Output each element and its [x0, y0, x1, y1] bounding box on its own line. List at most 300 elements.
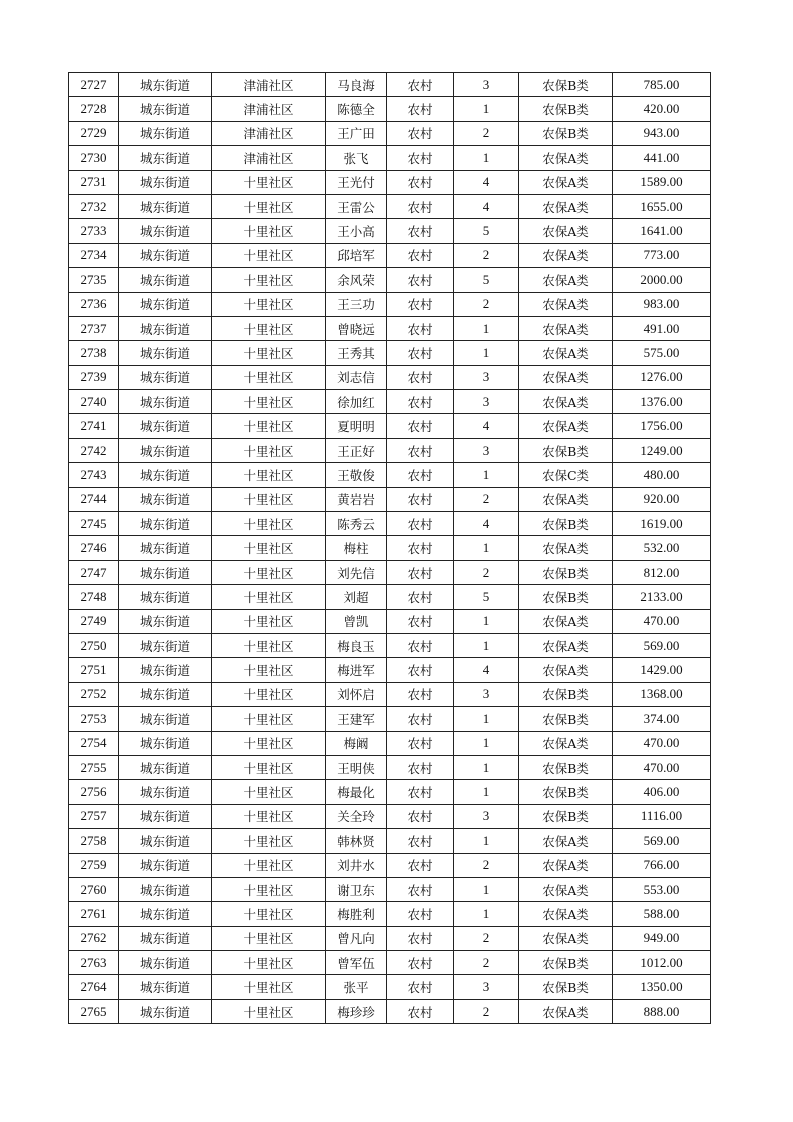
table-row: [69, 268, 711, 292]
amount-cell: 470.00: [613, 609, 711, 633]
serial-number-cell: 2732: [69, 194, 119, 218]
serial-number-cell: 2765: [69, 999, 119, 1023]
name-cell: 王敬俊: [326, 463, 387, 487]
street-cell: 城东街道: [119, 463, 212, 487]
table-row: [69, 731, 711, 755]
insurance-category-cell: 农保B类: [519, 951, 613, 975]
table-row: [69, 97, 711, 121]
table-row: [69, 438, 711, 462]
family-size-cell: 3: [454, 682, 519, 706]
street-cell: 城东街道: [119, 121, 212, 145]
table-row: [69, 536, 711, 560]
insurance-category-cell: 农保A类: [519, 487, 613, 511]
family-size-cell: 5: [454, 268, 519, 292]
table-row: [69, 341, 711, 365]
community-cell: 十里社区: [212, 219, 326, 243]
amount-cell: 470.00: [613, 731, 711, 755]
community-cell: 十里社区: [212, 609, 326, 633]
insurance-category-cell: 农保B类: [519, 560, 613, 584]
community-cell: 十里社区: [212, 536, 326, 560]
household-type-cell: 农村: [387, 902, 454, 926]
household-type-cell: 农村: [387, 121, 454, 145]
insurance-category-cell: 农保A类: [519, 390, 613, 414]
community-cell: 十里社区: [212, 243, 326, 267]
subsidy-table: [68, 72, 711, 1024]
amount-cell: 406.00: [613, 780, 711, 804]
name-cell: 刘志信: [326, 365, 387, 389]
household-type-cell: 农村: [387, 926, 454, 950]
family-size-cell: 3: [454, 73, 519, 97]
community-cell: 十里社区: [212, 341, 326, 365]
name-cell: 刘超: [326, 585, 387, 609]
amount-cell: 1350.00: [613, 975, 711, 999]
name-cell: 曾晓远: [326, 316, 387, 340]
insurance-category-cell: 农保A类: [519, 268, 613, 292]
serial-number-cell: 2752: [69, 682, 119, 706]
table-row: [69, 633, 711, 657]
serial-number-cell: 2763: [69, 951, 119, 975]
family-size-cell: 2: [454, 926, 519, 950]
serial-number-cell: 2733: [69, 219, 119, 243]
household-type-cell: 农村: [387, 755, 454, 779]
name-cell: 王雷公: [326, 194, 387, 218]
street-cell: 城东街道: [119, 268, 212, 292]
street-cell: 城东街道: [119, 341, 212, 365]
household-type-cell: 农村: [387, 853, 454, 877]
family-size-cell: 1: [454, 902, 519, 926]
serial-number-cell: 2739: [69, 365, 119, 389]
amount-cell: 983.00: [613, 292, 711, 316]
insurance-category-cell: 农保A类: [519, 902, 613, 926]
insurance-category-cell: 农保B类: [519, 755, 613, 779]
table-row: [69, 609, 711, 633]
household-type-cell: 农村: [387, 219, 454, 243]
name-cell: 韩林贤: [326, 829, 387, 853]
amount-cell: 1756.00: [613, 414, 711, 438]
insurance-category-cell: 农保B类: [519, 438, 613, 462]
family-size-cell: 2: [454, 999, 519, 1023]
household-type-cell: 农村: [387, 73, 454, 97]
household-type-cell: 农村: [387, 609, 454, 633]
street-cell: 城东街道: [119, 609, 212, 633]
insurance-category-cell: 农保B类: [519, 707, 613, 731]
community-cell: 十里社区: [212, 707, 326, 731]
household-type-cell: 农村: [387, 975, 454, 999]
community-cell: 十里社区: [212, 999, 326, 1023]
community-cell: 十里社区: [212, 170, 326, 194]
serial-number-cell: 2734: [69, 243, 119, 267]
community-cell: 十里社区: [212, 951, 326, 975]
name-cell: 马良海: [326, 73, 387, 97]
street-cell: 城东街道: [119, 243, 212, 267]
community-cell: 十里社区: [212, 731, 326, 755]
street-cell: 城东街道: [119, 146, 212, 170]
serial-number-cell: 2748: [69, 585, 119, 609]
household-type-cell: 农村: [387, 682, 454, 706]
community-cell: 十里社区: [212, 658, 326, 682]
family-size-cell: 2: [454, 292, 519, 316]
street-cell: 城东街道: [119, 877, 212, 901]
household-type-cell: 农村: [387, 243, 454, 267]
household-type-cell: 农村: [387, 731, 454, 755]
family-size-cell: 3: [454, 390, 519, 414]
amount-cell: 569.00: [613, 829, 711, 853]
community-cell: 十里社区: [212, 316, 326, 340]
table-row: [69, 414, 711, 438]
table-row: [69, 73, 711, 97]
family-size-cell: 2: [454, 560, 519, 584]
amount-cell: 1276.00: [613, 365, 711, 389]
insurance-category-cell: 农保B类: [519, 121, 613, 145]
table-row: [69, 829, 711, 853]
table-row: [69, 292, 711, 316]
serial-number-cell: 2736: [69, 292, 119, 316]
community-cell: 十里社区: [212, 438, 326, 462]
family-size-cell: 1: [454, 755, 519, 779]
table-row: [69, 682, 711, 706]
name-cell: 梅阚: [326, 731, 387, 755]
name-cell: 黄岩岩: [326, 487, 387, 511]
name-cell: 刘怀启: [326, 682, 387, 706]
serial-number-cell: 2753: [69, 707, 119, 731]
table-row: [69, 658, 711, 682]
amount-cell: 1429.00: [613, 658, 711, 682]
street-cell: 城东街道: [119, 951, 212, 975]
street-cell: 城东街道: [119, 97, 212, 121]
name-cell: 刘先信: [326, 560, 387, 584]
name-cell: 夏明明: [326, 414, 387, 438]
family-size-cell: 4: [454, 512, 519, 536]
serial-number-cell: 2759: [69, 853, 119, 877]
household-type-cell: 农村: [387, 390, 454, 414]
street-cell: 城东街道: [119, 194, 212, 218]
household-type-cell: 农村: [387, 707, 454, 731]
serial-number-cell: 2754: [69, 731, 119, 755]
household-type-cell: 农村: [387, 414, 454, 438]
insurance-category-cell: 农保A类: [519, 609, 613, 633]
table-row: [69, 463, 711, 487]
amount-cell: 491.00: [613, 316, 711, 340]
household-type-cell: 农村: [387, 438, 454, 462]
community-cell: 十里社区: [212, 194, 326, 218]
community-cell: 十里社区: [212, 853, 326, 877]
family-size-cell: 2: [454, 951, 519, 975]
family-size-cell: 1: [454, 97, 519, 121]
family-size-cell: 4: [454, 194, 519, 218]
community-cell: 津浦社区: [212, 146, 326, 170]
street-cell: 城东街道: [119, 658, 212, 682]
street-cell: 城东街道: [119, 536, 212, 560]
serial-number-cell: 2750: [69, 633, 119, 657]
family-size-cell: 4: [454, 658, 519, 682]
family-size-cell: 2: [454, 487, 519, 511]
serial-number-cell: 2741: [69, 414, 119, 438]
community-cell: 十里社区: [212, 926, 326, 950]
family-size-cell: 1: [454, 316, 519, 340]
family-size-cell: 1: [454, 341, 519, 365]
community-cell: 十里社区: [212, 633, 326, 657]
family-size-cell: 5: [454, 219, 519, 243]
insurance-category-cell: 农保A类: [519, 316, 613, 340]
insurance-category-cell: 农保B类: [519, 73, 613, 97]
amount-cell: 1249.00: [613, 438, 711, 462]
table-row: [69, 926, 711, 950]
amount-cell: 1012.00: [613, 951, 711, 975]
household-type-cell: 农村: [387, 463, 454, 487]
household-type-cell: 农村: [387, 292, 454, 316]
name-cell: 梅胜利: [326, 902, 387, 926]
name-cell: 余风荣: [326, 268, 387, 292]
family-size-cell: 1: [454, 731, 519, 755]
amount-cell: 553.00: [613, 877, 711, 901]
insurance-category-cell: 农保C类: [519, 463, 613, 487]
community-cell: 十里社区: [212, 292, 326, 316]
household-type-cell: 农村: [387, 560, 454, 584]
street-cell: 城东街道: [119, 926, 212, 950]
amount-cell: 2133.00: [613, 585, 711, 609]
insurance-category-cell: 农保B类: [519, 97, 613, 121]
amount-cell: 441.00: [613, 146, 711, 170]
serial-number-cell: 2749: [69, 609, 119, 633]
household-type-cell: 农村: [387, 536, 454, 560]
street-cell: 城东街道: [119, 390, 212, 414]
family-size-cell: 2: [454, 121, 519, 145]
amount-cell: 480.00: [613, 463, 711, 487]
street-cell: 城东街道: [119, 975, 212, 999]
amount-cell: 470.00: [613, 755, 711, 779]
street-cell: 城东街道: [119, 853, 212, 877]
table-body: [69, 73, 711, 1024]
serial-number-cell: 2730: [69, 146, 119, 170]
insurance-category-cell: 农保A类: [519, 999, 613, 1023]
street-cell: 城东街道: [119, 414, 212, 438]
serial-number-cell: 2729: [69, 121, 119, 145]
name-cell: 刘井水: [326, 853, 387, 877]
community-cell: 十里社区: [212, 804, 326, 828]
name-cell: 陈德全: [326, 97, 387, 121]
amount-cell: 575.00: [613, 341, 711, 365]
table-row: [69, 853, 711, 877]
name-cell: 梅进军: [326, 658, 387, 682]
table-row: [69, 121, 711, 145]
name-cell: 梅最化: [326, 780, 387, 804]
table-row: [69, 585, 711, 609]
household-type-cell: 农村: [387, 268, 454, 292]
family-size-cell: 5: [454, 585, 519, 609]
name-cell: 徐加红: [326, 390, 387, 414]
family-size-cell: 3: [454, 975, 519, 999]
community-cell: 十里社区: [212, 829, 326, 853]
name-cell: 梅珍珍: [326, 999, 387, 1023]
family-size-cell: 3: [454, 438, 519, 462]
household-type-cell: 农村: [387, 487, 454, 511]
serial-number-cell: 2737: [69, 316, 119, 340]
insurance-category-cell: 农保A类: [519, 146, 613, 170]
table-row: [69, 951, 711, 975]
serial-number-cell: 2755: [69, 755, 119, 779]
table-row: [69, 975, 711, 999]
insurance-category-cell: 农保B类: [519, 682, 613, 706]
insurance-category-cell: 农保A类: [519, 633, 613, 657]
amount-cell: 949.00: [613, 926, 711, 950]
serial-number-cell: 2728: [69, 97, 119, 121]
name-cell: 王三功: [326, 292, 387, 316]
community-cell: 十里社区: [212, 268, 326, 292]
household-type-cell: 农村: [387, 585, 454, 609]
street-cell: 城东街道: [119, 316, 212, 340]
amount-cell: 2000.00: [613, 268, 711, 292]
name-cell: 曾凡向: [326, 926, 387, 950]
community-cell: 十里社区: [212, 975, 326, 999]
table-row: [69, 512, 711, 536]
street-cell: 城东街道: [119, 755, 212, 779]
family-size-cell: 1: [454, 609, 519, 633]
table-row: [69, 902, 711, 926]
family-size-cell: 3: [454, 804, 519, 828]
family-size-cell: 4: [454, 414, 519, 438]
insurance-category-cell: 农保A类: [519, 877, 613, 901]
amount-cell: 532.00: [613, 536, 711, 560]
serial-number-cell: 2747: [69, 560, 119, 584]
community-cell: 十里社区: [212, 365, 326, 389]
insurance-category-cell: 农保A类: [519, 829, 613, 853]
community-cell: 十里社区: [212, 463, 326, 487]
street-cell: 城东街道: [119, 829, 212, 853]
community-cell: 十里社区: [212, 780, 326, 804]
insurance-category-cell: 农保A类: [519, 926, 613, 950]
amount-cell: 1655.00: [613, 194, 711, 218]
amount-cell: 1368.00: [613, 682, 711, 706]
name-cell: 曾军伍: [326, 951, 387, 975]
street-cell: 城东街道: [119, 512, 212, 536]
table-row: [69, 877, 711, 901]
insurance-category-cell: 农保A类: [519, 658, 613, 682]
table-row: [69, 390, 711, 414]
street-cell: 城东街道: [119, 438, 212, 462]
insurance-category-cell: 农保A类: [519, 243, 613, 267]
name-cell: 邱培军: [326, 243, 387, 267]
street-cell: 城东街道: [119, 682, 212, 706]
community-cell: 十里社区: [212, 390, 326, 414]
insurance-category-cell: 农保B类: [519, 804, 613, 828]
serial-number-cell: 2760: [69, 877, 119, 901]
serial-number-cell: 2731: [69, 170, 119, 194]
insurance-category-cell: 农保A类: [519, 219, 613, 243]
serial-number-cell: 2764: [69, 975, 119, 999]
insurance-category-cell: 农保A类: [519, 414, 613, 438]
household-type-cell: 农村: [387, 829, 454, 853]
household-type-cell: 农村: [387, 170, 454, 194]
serial-number-cell: 2757: [69, 804, 119, 828]
serial-number-cell: 2761: [69, 902, 119, 926]
amount-cell: 785.00: [613, 73, 711, 97]
family-size-cell: 1: [454, 463, 519, 487]
name-cell: 王正好: [326, 438, 387, 462]
household-type-cell: 农村: [387, 97, 454, 121]
table-row: [69, 804, 711, 828]
family-size-cell: 1: [454, 146, 519, 170]
table-row: [69, 194, 711, 218]
amount-cell: 1641.00: [613, 219, 711, 243]
table-row: [69, 560, 711, 584]
family-size-cell: 2: [454, 853, 519, 877]
amount-cell: 1619.00: [613, 512, 711, 536]
name-cell: 张飞: [326, 146, 387, 170]
name-cell: 王广田: [326, 121, 387, 145]
serial-number-cell: 2727: [69, 73, 119, 97]
table-row: [69, 999, 711, 1023]
street-cell: 城东街道: [119, 999, 212, 1023]
community-cell: 十里社区: [212, 585, 326, 609]
street-cell: 城东街道: [119, 902, 212, 926]
amount-cell: 420.00: [613, 97, 711, 121]
street-cell: 城东街道: [119, 804, 212, 828]
insurance-category-cell: 农保A类: [519, 365, 613, 389]
family-size-cell: 4: [454, 170, 519, 194]
name-cell: 梅柱: [326, 536, 387, 560]
table-row: [69, 780, 711, 804]
table-row: [69, 219, 711, 243]
insurance-category-cell: 农保A类: [519, 194, 613, 218]
household-type-cell: 农村: [387, 633, 454, 657]
insurance-category-cell: 农保A类: [519, 731, 613, 755]
household-type-cell: 农村: [387, 999, 454, 1023]
household-type-cell: 农村: [387, 877, 454, 901]
community-cell: 津浦社区: [212, 121, 326, 145]
insurance-category-cell: 农保B类: [519, 512, 613, 536]
name-cell: 张平: [326, 975, 387, 999]
amount-cell: 920.00: [613, 487, 711, 511]
name-cell: 王小高: [326, 219, 387, 243]
street-cell: 城东街道: [119, 73, 212, 97]
community-cell: 津浦社区: [212, 97, 326, 121]
name-cell: 曾凯: [326, 609, 387, 633]
serial-number-cell: 2742: [69, 438, 119, 462]
amount-cell: 943.00: [613, 121, 711, 145]
table-row: [69, 243, 711, 267]
amount-cell: 1116.00: [613, 804, 711, 828]
community-cell: 十里社区: [212, 755, 326, 779]
community-cell: 十里社区: [212, 560, 326, 584]
serial-number-cell: 2740: [69, 390, 119, 414]
name-cell: 王建军: [326, 707, 387, 731]
name-cell: 关全玲: [326, 804, 387, 828]
serial-number-cell: 2756: [69, 780, 119, 804]
serial-number-cell: 2735: [69, 268, 119, 292]
household-type-cell: 农村: [387, 780, 454, 804]
household-type-cell: 农村: [387, 804, 454, 828]
serial-number-cell: 2743: [69, 463, 119, 487]
household-type-cell: 农村: [387, 146, 454, 170]
insurance-category-cell: 农保A类: [519, 341, 613, 365]
name-cell: 梅良玉: [326, 633, 387, 657]
family-size-cell: 1: [454, 877, 519, 901]
household-type-cell: 农村: [387, 194, 454, 218]
name-cell: 王秀其: [326, 341, 387, 365]
amount-cell: 569.00: [613, 633, 711, 657]
insurance-category-cell: 农保A类: [519, 170, 613, 194]
name-cell: 谢卫东: [326, 877, 387, 901]
amount-cell: 773.00: [613, 243, 711, 267]
insurance-category-cell: 农保B类: [519, 585, 613, 609]
family-size-cell: 1: [454, 707, 519, 731]
street-cell: 城东街道: [119, 585, 212, 609]
community-cell: 十里社区: [212, 902, 326, 926]
serial-number-cell: 2745: [69, 512, 119, 536]
amount-cell: 888.00: [613, 999, 711, 1023]
household-type-cell: 农村: [387, 951, 454, 975]
community-cell: 十里社区: [212, 682, 326, 706]
